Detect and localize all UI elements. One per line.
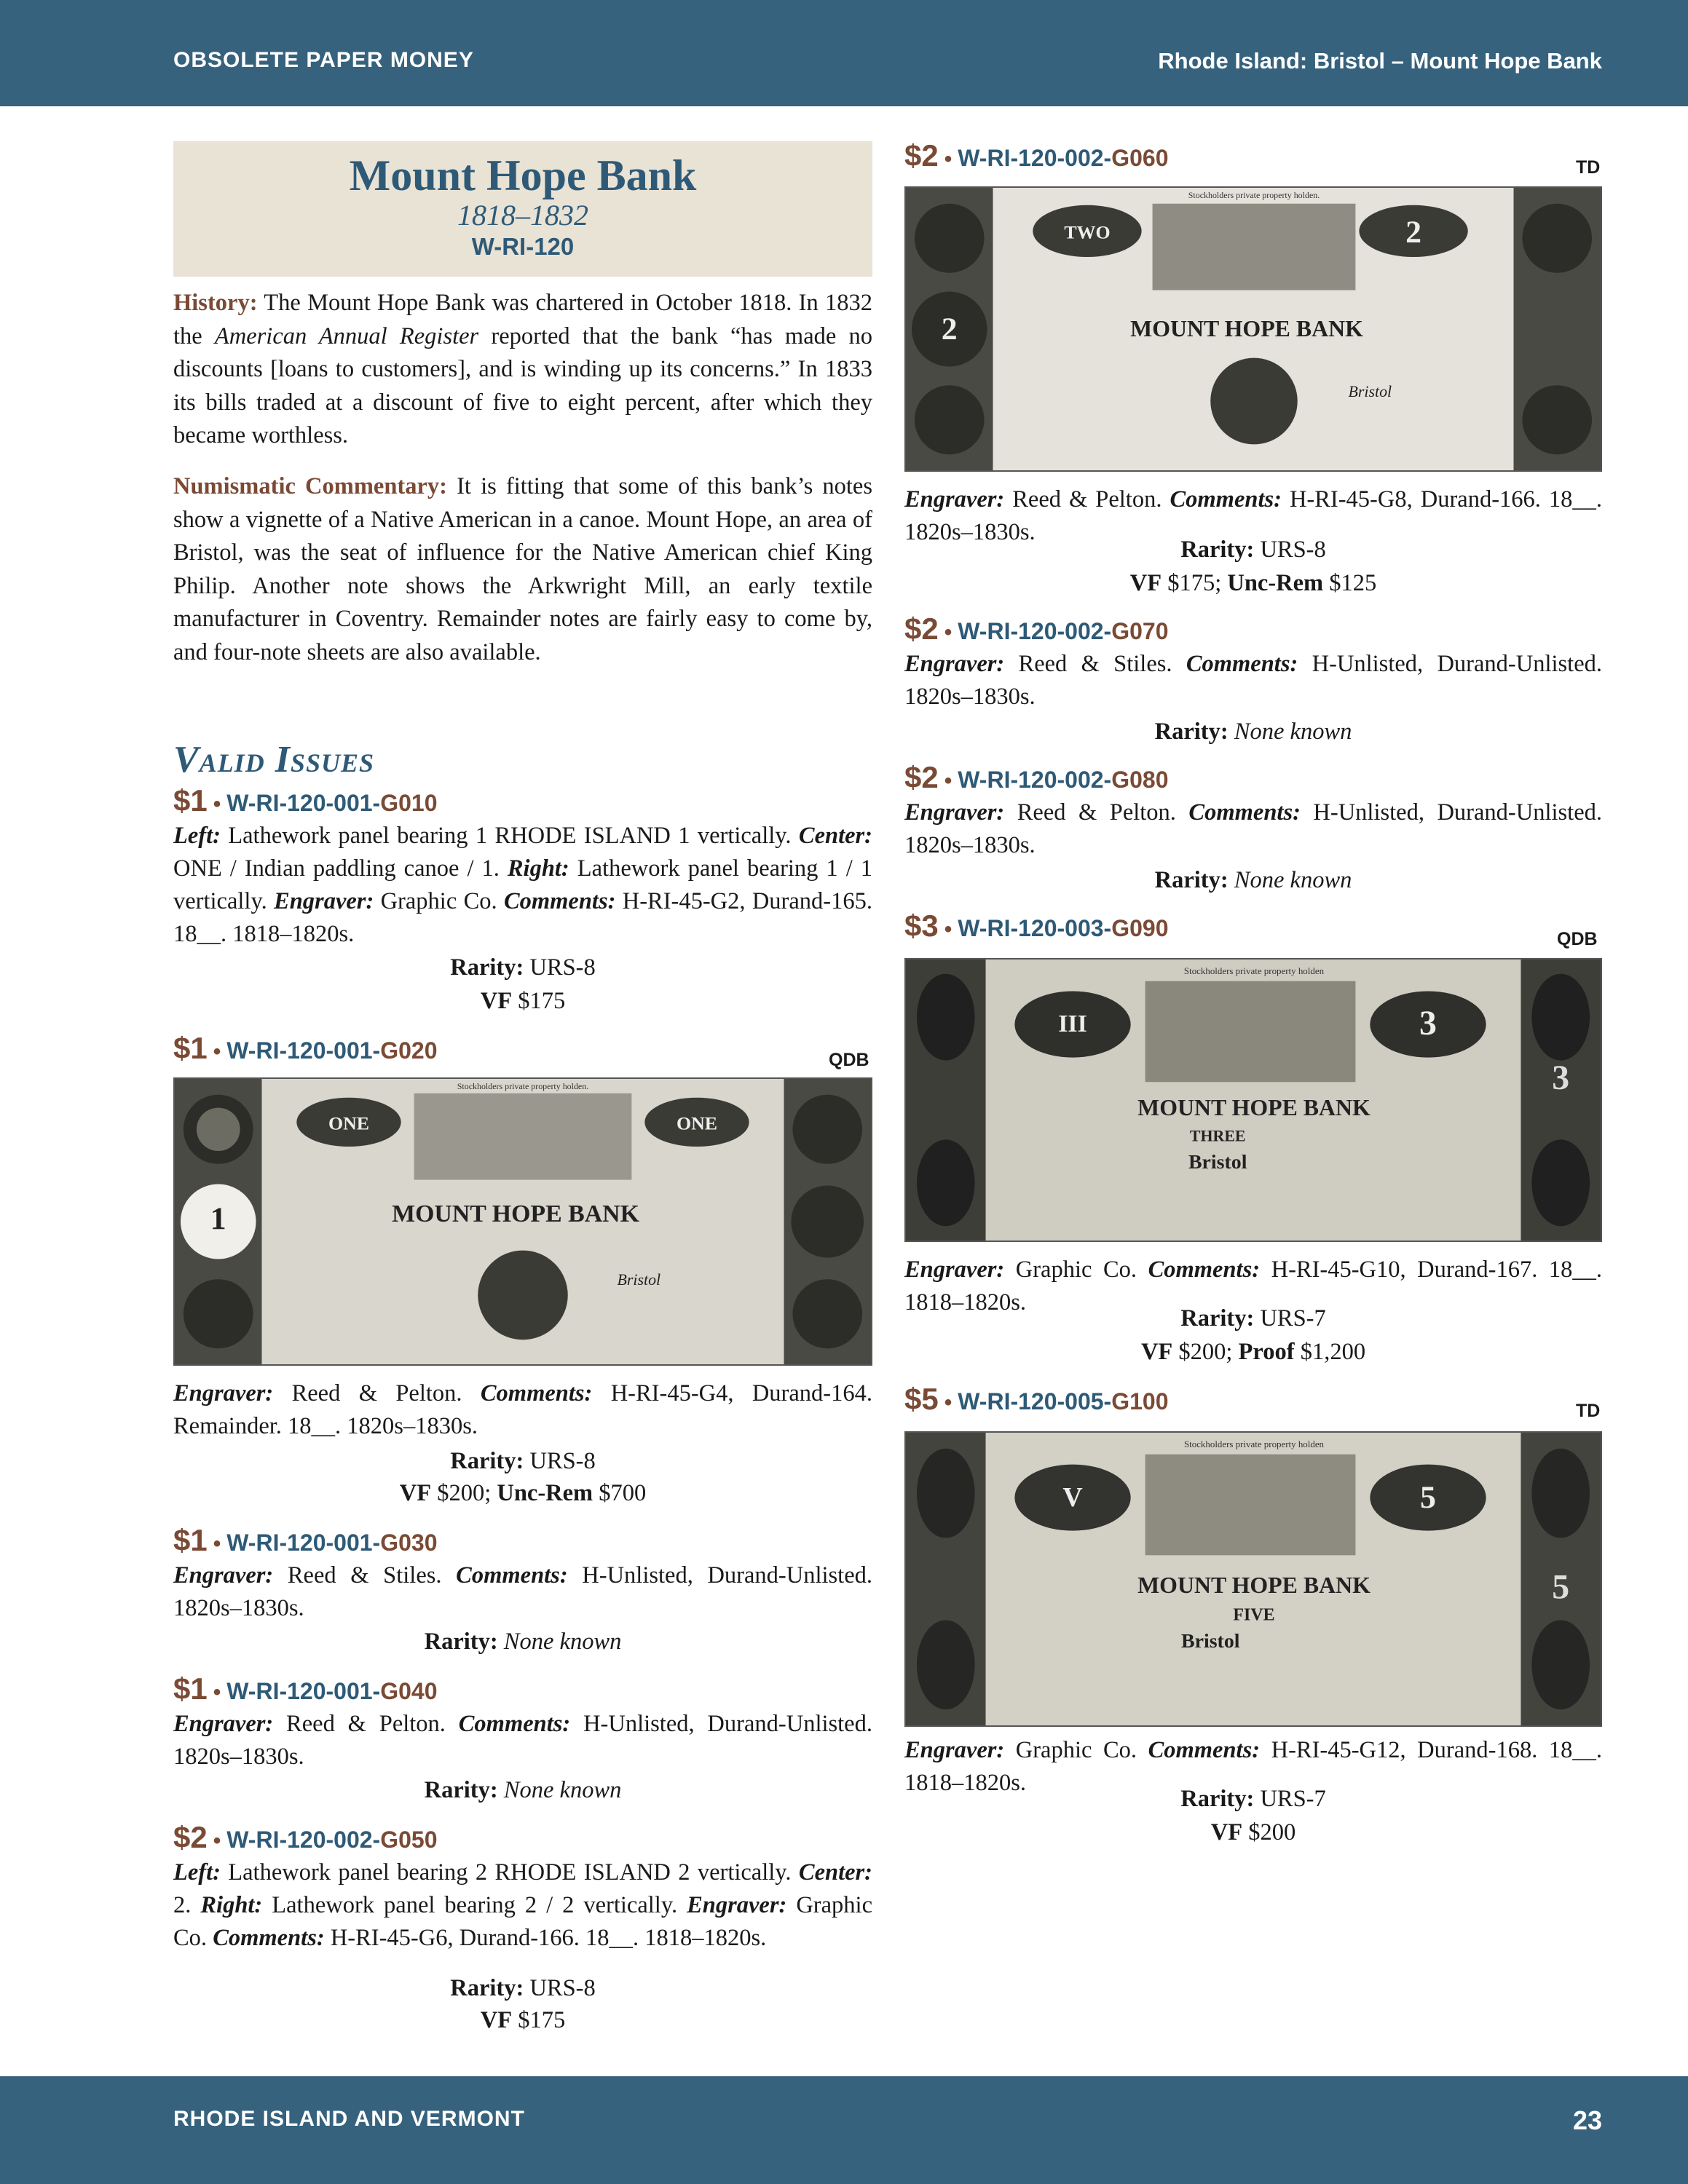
denomination: $1 [173,1031,208,1065]
header-section-title: OBSOLETE PAPER MONEY [173,48,474,72]
note-description: Engraver: Reed & Pelton. Comments: H-RI-45-G4, Durand-164. Remainder. 18__. 1820s–1830s. [173,1380,872,1439]
denomination: $2 [904,760,939,794]
svg-text:FIVE: FIVE [1233,1605,1275,1625]
svg-text:5: 5 [1420,1480,1436,1515]
commentary-text: It is fitting that some of this bank’s notes show a vignette of a Native American in a canoe. Mount Hope, an area of Bristol, was the seat of influence for the Native American chief King Philip. Another note shows the Arkwright Mill, an early textile manufacturer in Coventry. Remainder notes are fairly easy to come by, and four-note sheets are also available. [173,473,872,665]
denomination: $2 [904,138,939,173]
banknote-image [904,958,1602,1242]
note-description: Engraver: Reed & Stiles. Comments: H-Unlisted, Durand-Unlisted. 1820s–1830s. [173,1562,872,1621]
commentary-label: Numismatic Commentary: [173,473,447,499]
svg-text:ONE: ONE [676,1112,718,1134]
history-paragraph [173,287,872,453]
svg-text:1: 1 [210,1201,226,1236]
svg-text:III: III [1058,1010,1087,1037]
note-heading: $1 • W-RI-120-001-G030 [173,1523,438,1557]
note-description: Engraver: Reed & Stiles. Comments: H-Unlisted, Durand-Unlisted. 1820s–1830s. [904,651,1602,710]
catalog-number: W-RI-120-005-G100 [958,1388,1169,1415]
svg-text:Bristol: Bristol [1188,1151,1247,1174]
catalog-number: W-RI-120-002-G050 [226,1827,438,1853]
note-heading: $1 • W-RI-120-001-G020 [173,1031,438,1065]
denomination: $3 [904,909,939,943]
value-line: VF $200; Unc-Rem $700 [399,1480,647,1506]
three-dollar-note-illustration [906,960,1601,1241]
footer-section-title: RHODE ISLAND AND VERMONT [173,2107,525,2131]
rarity-line: Rarity: None known [424,1629,622,1655]
svg-text:Stockholders private property: Stockholders private property holden [1183,965,1325,976]
catalog-number: W-RI-120-002-G060 [958,145,1169,171]
svg-text:2: 2 [941,311,958,347]
note-description: Left: Lathework panel bearing 2 RHODE ISLAND 2 vertically. Center: 2. Right: Lathework panel bearing 2 / 2 vertically. Engraver: Graphic Co. Comments: H-RI-45-G6, Durand-166. 18__. 1818–1820s. [173,1859,872,1951]
rarity-line: Rarity: None known [424,1777,622,1803]
image-source-code: QDB [829,1050,869,1070]
denomination: $2 [173,1820,208,1854]
svg-text:Bristol: Bristol [1348,383,1392,401]
rarity-line: Rarity: URS-8 [450,1448,596,1474]
history-text: The Mount Hope Bank was chartered in October 1818. In 1832 the [173,290,872,349]
svg-text:ONE: ONE [328,1112,370,1134]
note-description: Engraver: Reed & Pelton. Comments: H-RI-45-G8, Durand-166. 18__. 1820s–1830s. [904,486,1603,545]
note-heading: $1 • W-RI-120-001-G010 [173,783,438,818]
value-line: VF $200 [1210,1819,1296,1845]
svg-text:3: 3 [1419,1005,1437,1042]
svg-text:MOUNT HOPE BANK: MOUNT HOPE BANK [1130,315,1363,341]
note-description: Engraver: Graphic Co. Comments: H-RI-45-G10, Durand-167. 18__. 1818–1820s. [904,1257,1602,1315]
value-line: VF $175 [480,2007,566,2033]
catalog-number: W-RI-120-001-G020 [226,1037,438,1064]
banknote-image [173,1077,872,1366]
svg-text:Stockholders private property: Stockholders private property holden [1183,1439,1325,1449]
note-heading: $2 • W-RI-120-002-G060 [904,138,1169,173]
rarity-line: Rarity: URS-8 [450,1975,596,2001]
svg-text:MOUNT HOPE BANK: MOUNT HOPE BANK [392,1200,639,1227]
note-description: Engraver: Reed & Pelton. Comments: H-Unlisted, Durand-Unlisted. 1820s–1830s. [173,1711,872,1770]
denomination: $1 [173,1671,208,1706]
five-dollar-note-illustration [906,1433,1601,1725]
svg-text:TWO: TWO [1064,221,1111,243]
rarity-line: Rarity: URS-7 [1180,1786,1326,1812]
svg-text:2: 2 [1405,215,1422,250]
denomination: $1 [173,783,208,818]
catalog-number: W-RI-120-002-G070 [958,618,1169,644]
note-heading: $2 • W-RI-120-002-G050 [173,1820,438,1854]
history-label: History: [173,290,258,316]
svg-text:V: V [1062,1482,1083,1513]
svg-text:Bristol: Bristol [1180,1630,1240,1653]
history-publication: American Annual Register [214,323,479,349]
rarity-line: Rarity: URS-8 [1180,537,1326,563]
value-line: VF $200; Proof $1,200 [1140,1339,1366,1365]
rarity-line: Rarity: URS-7 [1180,1305,1326,1332]
note-heading: $3 • W-RI-120-003-G090 [904,909,1169,943]
svg-text:MOUNT HOPE BANK: MOUNT HOPE BANK [1137,1094,1370,1120]
image-source-code: TD [1576,1401,1601,1421]
header-page-topic: Rhode Island: Bristol – Mount Hope Bank [1158,48,1602,74]
note-description: Left: Lathework panel bearing 1 RHODE ISLAND 1 vertically. Center: ONE / Indian paddling canoe / 1. Right: Lathework panel bearing 1 / 1 vertically. Engraver: Graphic Co. Comments: H-RI-45-G2, Durand-165. 18__. 1818–1820s. [173,823,873,947]
banknote-image [904,186,1602,472]
bank-title-box [173,141,872,277]
note-description: Engraver: Reed & Pelton. Comments: H-Unlisted, Durand-Unlisted. 1820s–1830s. [904,799,1602,858]
catalog-number: W-RI-120-001-G010 [226,790,438,816]
note-heading: $2 • W-RI-120-002-G080 [904,760,1169,794]
running-header [0,0,1688,106]
commentary-paragraph [173,470,872,669]
svg-text:Stockholders private property: Stockholders private property holden. [457,1080,589,1091]
svg-text:MOUNT HOPE BANK: MOUNT HOPE BANK [1137,1572,1370,1598]
note-heading: $5 • W-RI-120-005-G100 [904,1382,1169,1416]
history-text-2: reported that the bank “has made no discounts [loans to customers], and is winding up its concerns.” In 1833 its bills traded at a discount of five to eight percent, after which they became worthless. [173,323,872,448]
value-line: VF $175 [480,988,566,1014]
catalog-number: W-RI-120-003-G090 [958,915,1169,941]
note-description: Engraver: Graphic Co. Comments: H-RI-45-G12, Durand-168. 18__. 1818–1820s. [904,1737,1602,1796]
rarity-line: Rarity: None known [1154,867,1352,893]
bank-years: 1818–1832 [457,199,588,232]
svg-text:3: 3 [1552,1059,1570,1098]
svg-text:Stockholders private property: Stockholders private property holden. [1188,189,1320,200]
catalog-number: W-RI-120-001-G030 [226,1530,438,1556]
value-line: VF $175; Unc-Rem $125 [1129,570,1377,596]
one-dollar-note-illustration [175,1079,871,1364]
svg-text:THREE: THREE [1189,1127,1246,1145]
catalog-number: W-RI-120-002-G080 [958,767,1169,793]
banknote-image [904,1431,1602,1727]
page-number: 23 [1572,2105,1602,2135]
two-dollar-note-illustration [906,188,1601,470]
catalog-number: W-RI-120-001-G040 [226,1678,438,1704]
svg-text:Bristol: Bristol [617,1271,661,1289]
svg-text:5: 5 [1552,1568,1570,1607]
image-source-code: QDB [1557,929,1598,949]
note-heading: $1 • W-RI-120-001-G040 [173,1671,438,1706]
bank-catalog-id: W-RI-120 [471,233,575,260]
running-footer [0,2076,1688,2184]
bank-name: Mount Hope Bank [349,151,697,199]
rarity-line: Rarity: URS-8 [450,954,596,981]
denomination: $1 [173,1523,208,1557]
denomination: $5 [904,1382,939,1416]
valid-issues-heading: Valid Issues [173,739,375,780]
denomination: $2 [904,612,939,646]
rarity-line: Rarity: None known [1154,719,1352,745]
image-source-code: TD [1576,157,1601,178]
note-heading: $2 • W-RI-120-002-G070 [904,612,1169,646]
